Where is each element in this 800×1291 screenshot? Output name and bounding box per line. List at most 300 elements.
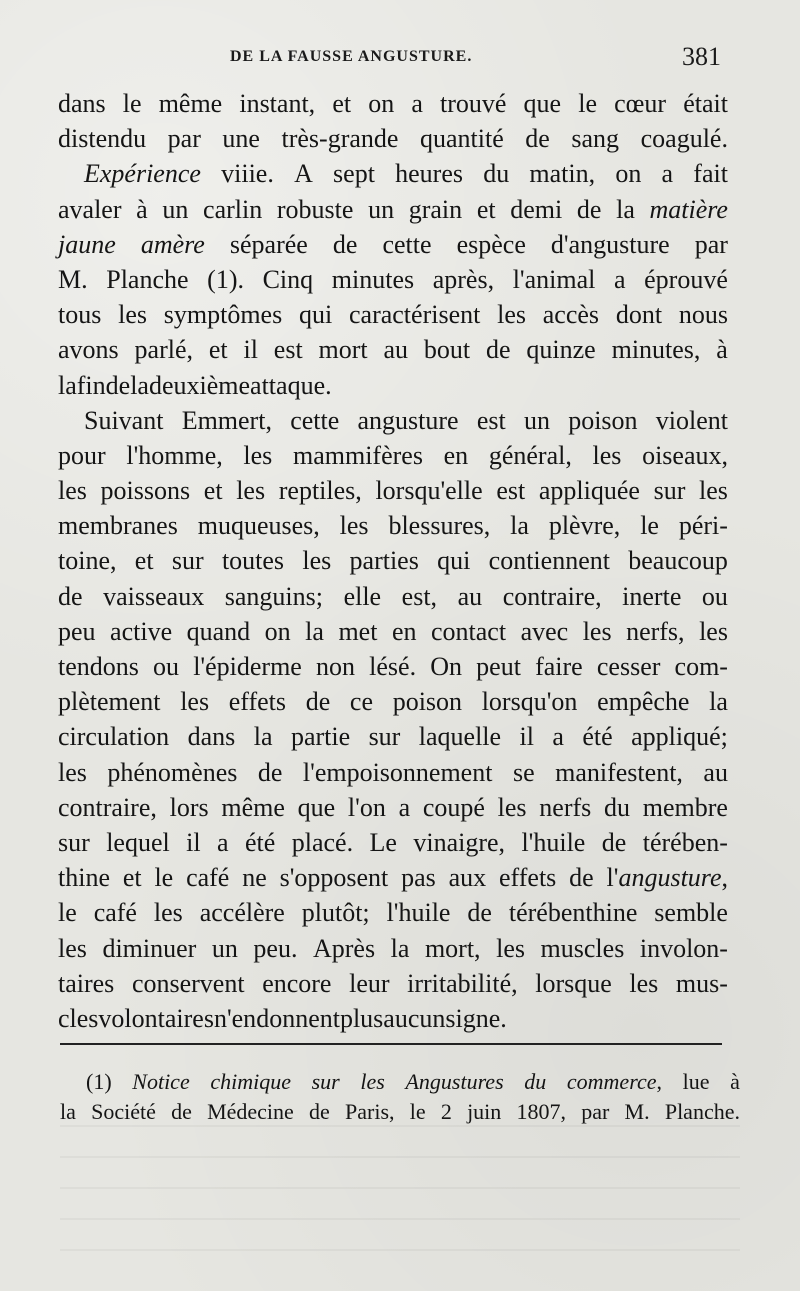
word: il [519,722,534,752]
word: membre [642,792,728,822]
word: après, [432,264,495,294]
word: dans [187,722,236,752]
word: le [58,898,77,928]
word: met [338,616,378,646]
word: au [703,757,728,787]
word: lors [169,792,209,822]
word: de [305,687,331,717]
word: l'épiderme [193,652,302,681]
word: est [496,476,526,506]
word: Société [91,1099,156,1124]
word: les [180,687,210,717]
text-line [58,825,728,860]
word: irritabilité, [407,968,518,998]
word: aucun [383,1003,446,1033]
word: les [497,792,527,822]
text-line [58,719,728,754]
word: deuxième [148,370,251,400]
word: Notice [132,1069,190,1094]
word: contraire, [502,581,602,611]
word: reptiles, [278,476,362,506]
word: (1). [207,264,244,294]
word: sur [368,722,401,752]
word: est [476,405,506,435]
word: a [217,827,229,857]
word: taires [58,968,115,998]
word: le [578,89,597,118]
word: les [153,898,183,928]
word: de [601,827,627,857]
word: minutes [331,264,415,294]
word: l'animal [512,264,596,294]
word: l'huile [386,898,451,928]
text-line [58,649,728,684]
word: la [130,370,149,400]
word: en [391,616,417,646]
text-line [58,156,728,191]
word: péri- [678,511,728,541]
word: les [58,757,87,787]
word: parlé, [134,335,193,365]
word: le [409,1099,426,1124]
word: au [383,335,409,365]
word: Cinq [262,264,314,294]
word: on [368,89,395,118]
word: faire [535,652,583,681]
word: de [332,229,358,259]
word: de [105,370,131,400]
word: les [582,616,612,646]
word: Expérience [84,159,201,189]
word: séparée [229,229,308,259]
word: M. [58,264,88,294]
word: et [134,546,154,576]
word: Après [313,933,376,963]
word: d'angusture [550,229,670,259]
word: accès [542,300,600,330]
word: a [552,722,564,752]
word: parties [349,546,419,576]
running-title: DE LA FAUSSE ANGUSTURE. [230,48,473,65]
word: a [613,264,626,294]
word: les [58,476,87,506]
word: matière [649,194,728,224]
word: A [294,159,313,189]
word: café [186,863,230,893]
word: les [360,1069,385,1094]
word: sang [571,124,620,154]
word: était [683,89,728,118]
text-line [58,1001,728,1036]
word: cesser [596,652,661,681]
word: (1) [86,1069,112,1094]
footnote-separator [60,1043,722,1045]
word: ou [153,652,180,681]
word: les [496,933,525,963]
word: caractérisent [348,300,481,330]
word: effets [499,863,557,893]
page-number: 381 [682,42,721,71]
word: plèvre, [548,511,621,541]
word: n'en [213,1003,257,1033]
word: appliquée [538,476,640,506]
word: lorsqu'elle [375,476,483,506]
word: cœur [614,89,667,118]
text-line [58,403,728,438]
word: bout [423,335,471,365]
word: diminuer [102,933,197,963]
word: les [243,440,273,470]
word: de [257,757,283,787]
text-line [58,790,728,825]
word: mammifères [292,440,423,470]
word: chimique [210,1069,291,1094]
word: ce [349,687,374,717]
word: la [709,687,728,717]
word: plètement [58,687,161,717]
word: de [467,898,492,928]
word: le [154,863,174,893]
word: pour [58,440,106,470]
word: à [716,335,728,365]
text-line [58,297,728,332]
word: beaucoup [628,546,728,576]
word: membranes [58,511,178,541]
text-line [58,508,728,543]
word: grain [408,194,463,224]
word: coupé [422,792,485,822]
word: l'on [347,792,386,822]
word: et [332,89,352,118]
text-line [58,473,728,508]
word: Le [369,827,397,857]
word: laquelle [418,722,502,752]
word: éprouvé [644,264,728,294]
word: est, [401,581,438,611]
word: poison [568,405,638,435]
word: général, [488,440,572,470]
word: un [368,194,395,224]
word: carlin [203,194,263,224]
word: il [243,335,258,365]
word: Planche [106,264,189,294]
word: quand [186,616,251,646]
word: a [398,792,411,822]
word: peut [476,652,521,681]
word: sur [311,1069,340,1094]
word: sanguins; [224,581,323,611]
text-line [58,931,728,966]
word: non [316,652,355,681]
word: phénomènes [107,757,238,787]
word: quinze [526,335,596,365]
word: peu. [253,933,298,963]
word: On [430,652,463,681]
word: de [58,581,83,611]
word: viiie. [221,159,274,189]
word: que [523,89,562,118]
word: empêche [597,687,690,717]
word: placé. [291,827,354,857]
word: tendons [58,652,139,681]
text-line [58,684,728,719]
word: au [457,581,483,611]
word: Angustures [405,1069,504,1094]
word: les [58,933,87,963]
text-line [58,966,728,1001]
word: est [273,335,303,365]
word: contact [430,616,507,646]
word: été [245,827,276,857]
word: aux [448,863,487,893]
word: de [525,124,550,154]
word: térében- [642,827,728,857]
word: minutes, [611,335,701,365]
word: a [411,89,423,118]
word: Médecine [207,1099,294,1124]
word: qui [298,300,333,330]
word: muqueuses, [197,511,320,541]
word: Paris, [345,1099,395,1124]
text-line [58,438,728,473]
word: avaler [58,194,122,224]
word: cette [382,229,432,259]
word: mus- [675,968,728,998]
word: par [167,124,201,154]
word: juin [467,1099,502,1124]
word: sur [171,546,204,576]
word: et [122,863,142,893]
word: toutes [221,546,285,576]
word: les [699,616,728,646]
word: trouvé [440,89,507,118]
word: par [694,229,728,259]
text-line [58,895,728,930]
word: conservent [131,968,245,998]
word: à [730,1069,740,1094]
word: fait [693,159,728,189]
word: contraire, [58,792,157,822]
word: leur [349,968,390,998]
text-line [58,543,728,578]
word: s'opposent [279,863,389,893]
word: nous [678,300,728,330]
word: la [616,194,635,224]
word: on [264,616,291,646]
word: nerfs, [626,616,685,646]
word: les [629,968,659,998]
word: vaisseaux [103,581,205,611]
word: signe. [445,1003,507,1033]
word: commerce, [566,1069,662,1094]
word: et [203,476,223,506]
word: active [110,616,173,646]
word: effets [228,687,287,717]
word: de [486,335,511,365]
word: du [483,159,510,189]
word: l'huile [521,827,586,857]
word: violent [655,405,728,435]
word: Suivant [84,405,164,435]
word: semble [654,898,728,928]
word: heures [395,159,463,189]
page-header [0,42,800,78]
text-line [58,579,728,614]
word: plutôt; [301,898,370,928]
word: lequel [106,827,170,857]
word: manifestent, [555,757,683,787]
word: très-grande [281,124,399,154]
word: partie [290,722,351,752]
word: com- [674,652,728,681]
word: cette [290,405,340,435]
word: les [497,300,526,330]
word: elle [343,581,382,611]
word: l'empoisonnement [302,757,493,787]
word: robuste [276,194,354,224]
word: quantité [419,124,504,154]
word: mort [318,335,368,365]
text-line [58,332,728,367]
word: les [302,546,332,576]
word: muscles [540,933,625,963]
word: ou [701,581,728,611]
text-line [58,368,728,403]
footnote-line [60,1097,740,1127]
word: espèce [456,229,526,259]
word: même [158,89,223,118]
word: de [569,863,594,893]
word: la [390,933,410,963]
word: les [339,511,369,541]
word: toine, [58,546,117,576]
word: amère [140,229,205,259]
text-line [58,192,728,227]
word: 1807, [516,1099,567,1124]
word: sur [653,476,686,506]
word: la [510,511,529,541]
main-text [58,86,728,1036]
word: avons [58,335,119,365]
word: cles [58,1003,99,1033]
word: la [305,616,324,646]
word: du [604,792,631,822]
text-line [58,227,728,262]
word: les [236,476,266,506]
word: qui [437,546,471,576]
word: que [297,792,336,822]
word: plus [339,1003,384,1033]
word: blessures, [388,511,491,541]
word: un [523,405,550,435]
word: demi [510,194,563,224]
word: tous [58,300,102,330]
word: les [592,440,622,470]
text-line [58,262,728,297]
word: jaune [58,229,116,259]
word: involon- [639,933,728,963]
word: et [208,335,228,365]
word: matin, [529,159,596,189]
word: une [222,124,260,154]
word: l'angusture, [606,863,728,893]
word: il [186,827,201,857]
word: lorsqu'on [481,687,578,717]
word: la [58,370,77,400]
word: dans [58,89,106,118]
bleed-through-shadow [60,1125,740,1265]
word: pas [401,863,436,893]
word: 2 [440,1099,452,1124]
word: un [211,933,238,963]
word: un [162,194,189,224]
word: le [122,89,142,118]
word: ne [242,863,267,893]
word: angusture [357,405,459,435]
word: avec [520,616,569,646]
word: lésé. [369,652,417,681]
word: encore [262,968,332,998]
word: vinaigre, [413,827,506,857]
word: de [576,194,602,224]
word: les [118,300,147,330]
word: sept [333,159,375,189]
text-line [58,121,728,156]
word: poissons [100,476,191,506]
word: thine [58,863,110,893]
word: peu [58,616,96,646]
word: distendu [58,124,147,154]
word: les [699,476,728,506]
word: coagulé. [640,124,728,154]
word: même [221,792,285,822]
word: par [581,1099,610,1124]
word: lorsque [535,968,612,998]
word: mort, [424,933,481,963]
word: instant, [239,89,316,118]
text-line [58,614,728,649]
word: M. [624,1099,650,1124]
word: lue [682,1069,710,1094]
word: à [136,194,148,224]
word: nerfs [539,792,592,822]
word: en [443,440,469,470]
word: Planche. [664,1099,740,1124]
word: de [309,1099,330,1124]
word: accélère [199,898,285,928]
word: été [582,722,613,752]
word: dont [615,300,663,330]
word: le [640,511,659,541]
word: sur [58,827,90,857]
word: Emmert, [181,405,272,435]
word: donnent [256,1003,340,1033]
word: appliqué; [631,722,728,752]
word: la [253,722,273,752]
text-line [58,860,728,895]
word: se [512,757,535,787]
word: oiseaux, [642,440,728,470]
footnote [60,1067,740,1127]
text-line [58,755,728,790]
word: fin [76,370,106,400]
word: et [476,194,496,224]
word: la [60,1099,76,1124]
word: symptômes [163,300,283,330]
word: on [615,159,642,189]
word: attaque. [250,370,332,400]
word: l'homme, [126,440,223,470]
